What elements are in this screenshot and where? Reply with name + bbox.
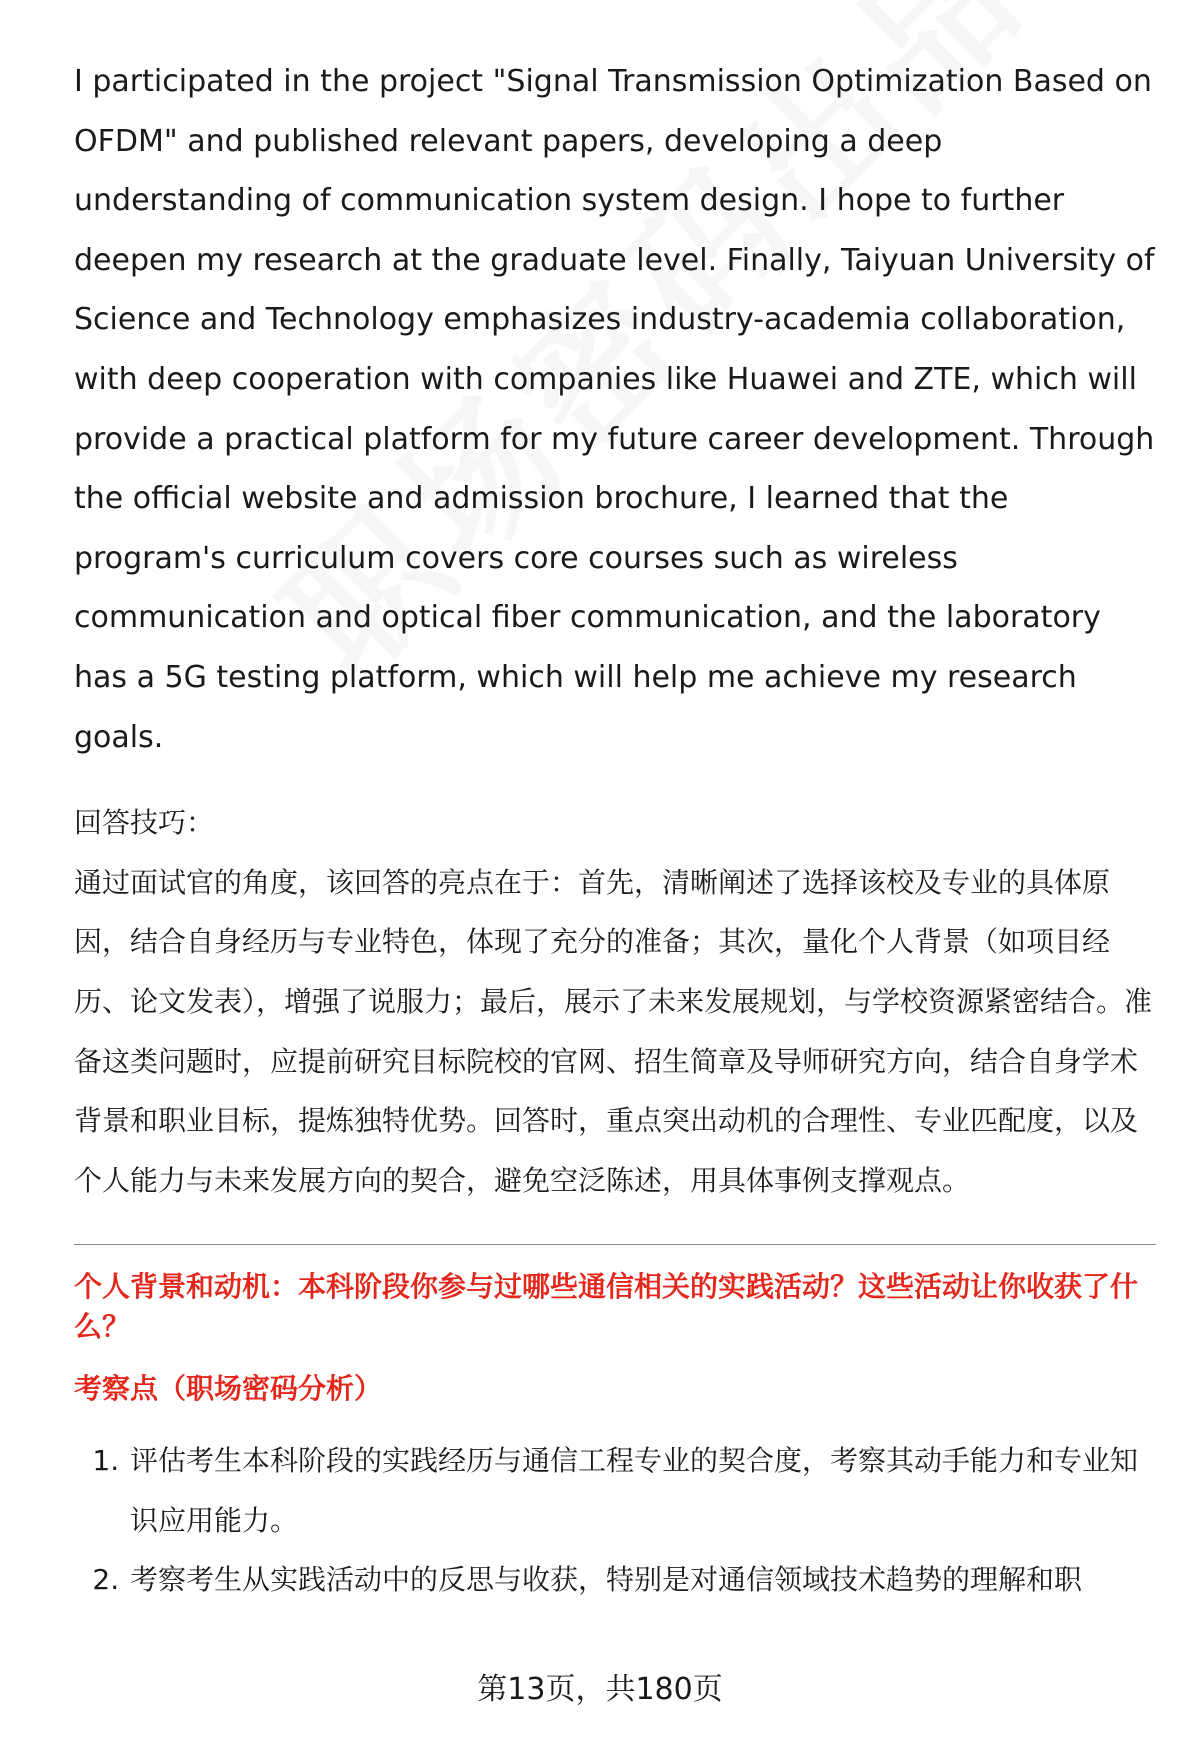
tips-label: 回答技巧：	[74, 806, 215, 840]
analysis-points	[74, 1431, 1160, 1610]
english-answer-paragraph: I participated in the project "Signal Transmission Optimization Based on OFDM" and published relevant papers, developing a deep understanding of communication system design. I hope to further deepen my research at the graduate level. Finally, Taiyuan University of Science and Technology emphasizes industry-academia collaboration, with deep cooperation with companies like Huawei and ZTE, which will provide a practical platform for my future career development. Through the official website and admission brochure, I learned that the program's curriculum covers core courses such as wireless communication and optical fiber communication, and the laboratory has a 5G testing platform, which will help me achieve my research goals.	[74, 64, 1155, 755]
page-content	[74, 52, 1160, 1610]
analysis-point-2: 2. 考察考生从实践活动中的反思与收获，特别是对通信领域技术趋势的理解和职	[128, 1550, 1160, 1610]
question-heading: 个人背景和动机：本科阶段你参与过哪些通信相关的实践活动？这些活动让你收获了什么？	[74, 1270, 1139, 1344]
section-divider	[74, 1244, 1156, 1245]
page-number-footer: 第13页，共180页	[477, 1672, 723, 1707]
analysis-point-1: 1. 评估考生本科阶段的实践经历与通信工程专业的契合度，考察其动手能力和专业知识应用能力。	[128, 1431, 1160, 1550]
analysis-heading: 考察点（职场密码分析）	[74, 1372, 383, 1406]
tips-body: 通过面试官的角度，该回答的亮点在于：首先，清晰阐述了选择该校及专业的具体原因，结合自身经历与专业特色，体现了充分的准备；其次，量化个人背景（如项目经历、论文发表），增强了说服力；最后，展示了未来发展规划，与学校资源紧密结合。准备这类问题时，应提前研究目标院校的官网、招生简章及导师研究方向，结合自身学术背景和职业目标，提炼独特优势。回答时，重点突出动机的合理性、专业匹配度，以及个人能力与未来发展方向的契合，避免空泛陈述，用具体事例支撑观点。	[74, 865, 1153, 1197]
